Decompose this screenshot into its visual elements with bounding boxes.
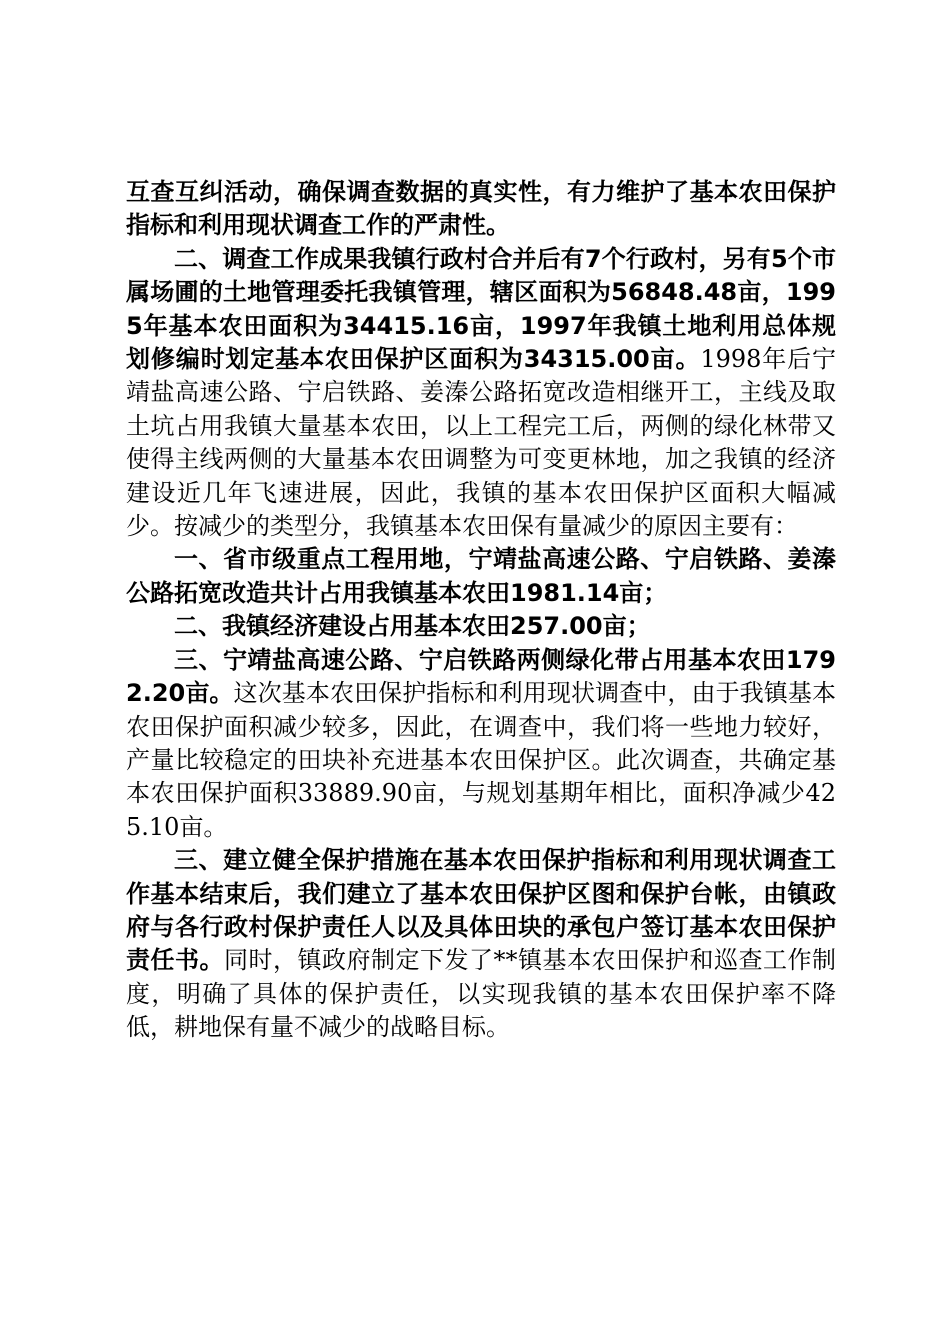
- paragraph-6-heading-text: 三、建立健全保护措施在基本农田保护指标和利用现状调查工作基本结束后，我们建立了基本农田保护区图和保护台帐，由镇政府与各行政村保护责任人以及具体田块的承包户签订基本农田保护责任书。: [126, 846, 836, 975]
- document-page: [126, 176, 836, 1045]
- paragraph-6: [126, 844, 836, 1044]
- paragraph-2-body-text: 1998年后宁靖盐高速公路、宁启铁路、姜溱公路拓宽改造相继开工，主线及取土坑占用我镇大量基本农田，以上工程完工后，两侧的绿化林带又使得主线两侧的大量基本农田调整为可变更林地，加之我镇的经济建设近几年飞速进展，因此，我镇的基本农田保护区面积大幅减少。按减少的类型分，我镇基本农田保有量减少的原因主要有：: [126, 345, 836, 541]
- paragraph-5: [126, 644, 836, 844]
- paragraph-2: [126, 243, 836, 544]
- paragraph-1-text: 互查互纠活动，确保调查数据的真实性，有力维护了基本农田保护指标和利用现状调查工作的严肃性。: [126, 178, 836, 240]
- paragraph-1: [126, 176, 836, 243]
- paragraph-5-body-text: 这次基本农田保护指标和利用现状调查中，由于我镇基本农田保护面积减少较多，因此，在调查中，我们将一些地力较好，产量比较稳定的田块补充进基本农田保护区。此次调查，共确定基本农田保护面积33889.90亩，与规划基期年相比，面积净减少425.10亩。: [126, 679, 837, 841]
- paragraph-5-heading-text: 三、宁靖盐高速公路、宁启铁路两侧绿化带占用基本农田1792.20亩。: [126, 645, 836, 708]
- paragraph-4-text: 二、我镇经济建设占用基本农田257.00亩；: [174, 612, 651, 641]
- paragraph-6-body-text: 同时，镇政府制定下发了**镇基本农田保护和巡查工作制度，明确了具体的保护责任，以实现我镇的基本农田保护率不降低，耕地保有量不减少的战略目标。: [126, 946, 836, 1042]
- paragraph-4: [126, 610, 836, 643]
- paragraph-2-heading-text: 二、调查工作成果我镇行政村合并后有7个行政村，另有5个市属场圃的土地管理委托我镇管理，辖区面积为56848.48亩，1995年基本农田面积为34415.16亩，1997年我镇土地利用总体规划修编时划定基本农田保护区面积为34315.00亩。: [126, 244, 836, 374]
- paragraph-3: [126, 543, 836, 610]
- paragraph-3-text: 一、省市级重点工程用地，宁靖盐高速公路、宁启铁路、姜溱公路拓宽改造共计占用我镇基本农田1981.14亩；: [126, 545, 836, 607]
